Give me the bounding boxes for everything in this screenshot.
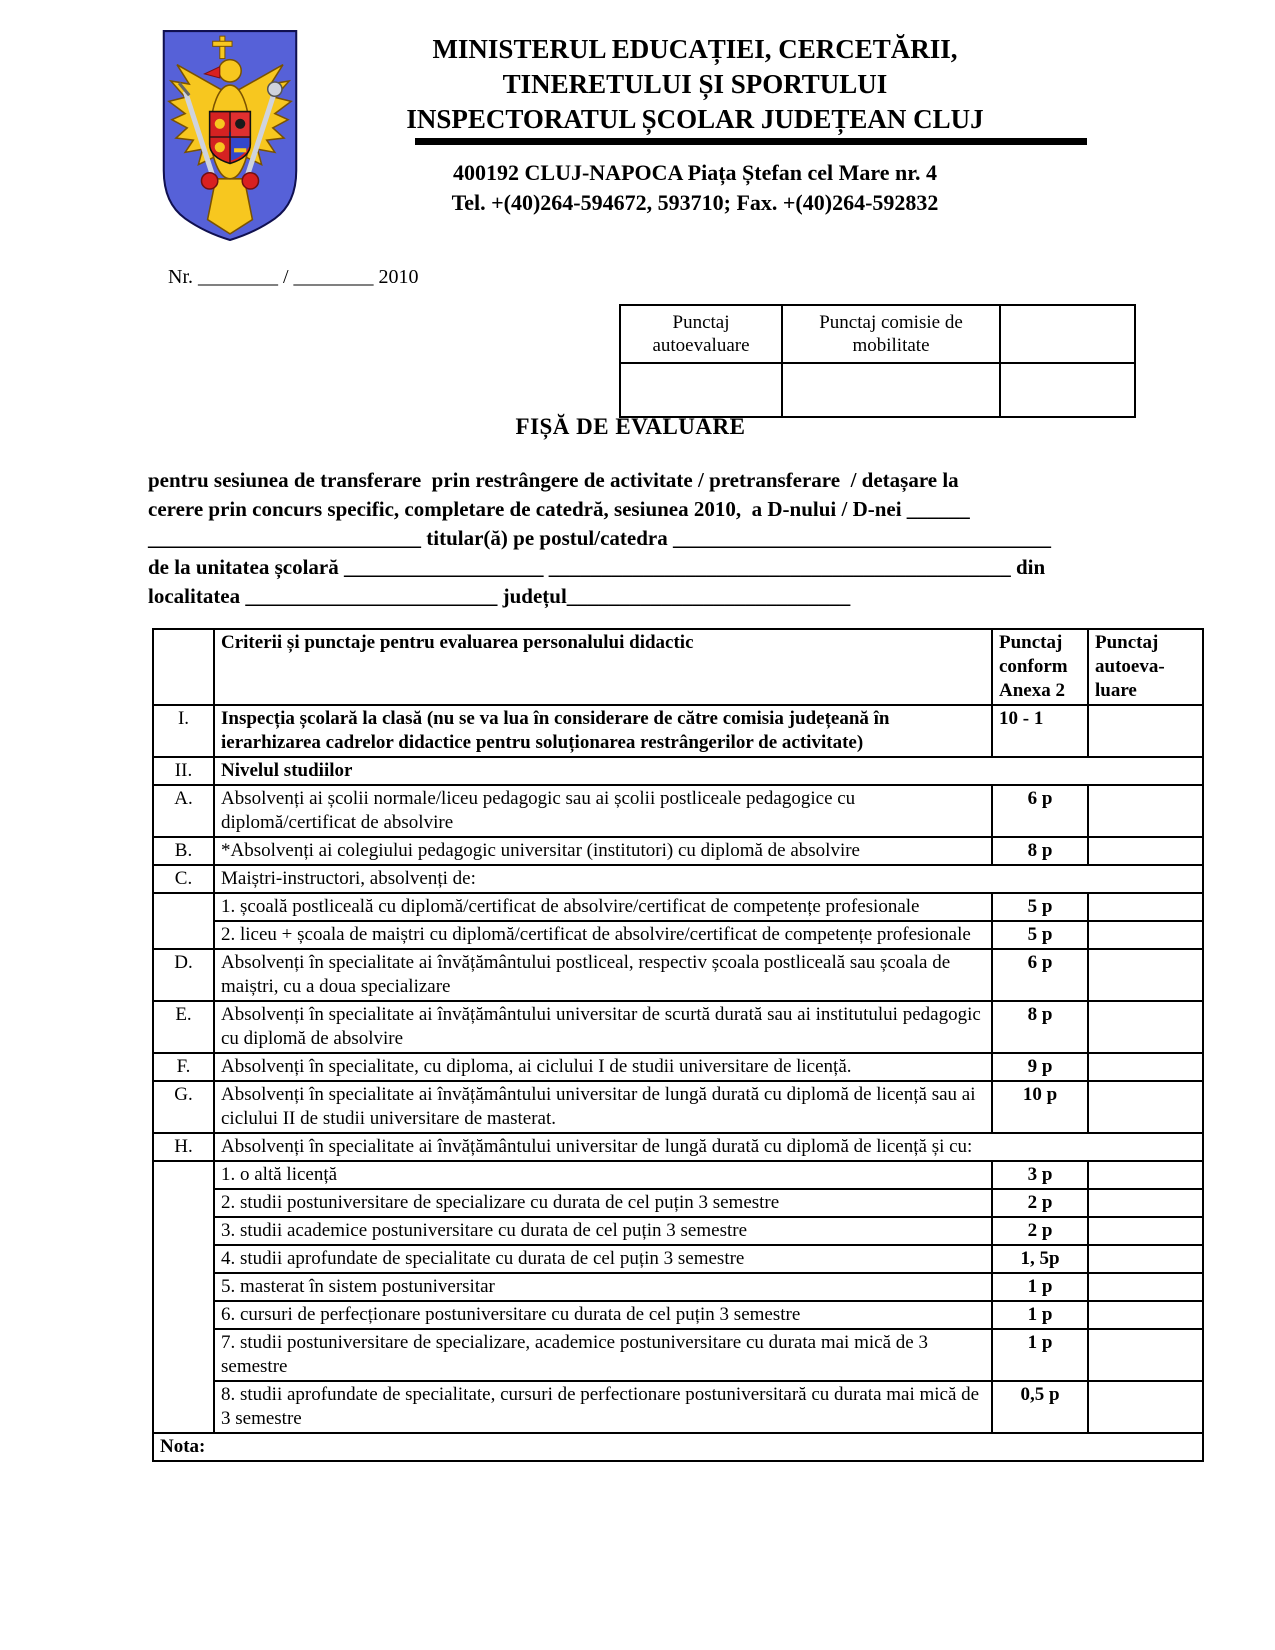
row-letter: A. [153, 785, 214, 837]
row-letter: G. [153, 1081, 214, 1133]
ministry-header [330, 32, 1060, 137]
row-criteria: Absolvenți în specialitate ai învățământului postliceal, respectiv școala postliceală sau școala de maiștri, cu a doua specializare [214, 949, 992, 1001]
row-points-self [1088, 1381, 1203, 1433]
intro-line: cerere prin concurs specific, completare de catedră, sesiunea 2010, a D-nului / D-nei ______ [148, 497, 970, 521]
row-criteria: Absolvenți ai școlii normale/liceu pedagogic sau ai școlii postliceale pedagogice cu diplomă/certificat de absolvire [214, 785, 992, 837]
row-points-self [1088, 837, 1203, 865]
score-table-header-row [620, 305, 1135, 363]
row-points-annex: 10 p [992, 1081, 1088, 1133]
row-criteria: *Absolvenți ai colegiului pedagogic universitar (institutori) cu diplomă de absolvire [214, 837, 992, 865]
row-letter: E. [153, 1001, 214, 1053]
row-points-self [1088, 1329, 1203, 1381]
address-line: 400192 CLUJ-NAPOCA Piața Ștefan cel Mare nr. 4 [453, 160, 937, 185]
row-points-self [1088, 785, 1203, 837]
row-criteria: Inspecția școlară la clasă (nu se va lua în considerare de către comisia județeană în ierarhizarea cadrelor didactice pentru soluționarea restrângerilor de activitate) [214, 705, 992, 757]
row-criteria: 2. liceu + școala de maiștri cu diplomă/certificat de absolvire/certificat de competențe profesionale [214, 921, 992, 949]
row-points-self [1088, 1189, 1203, 1217]
row-points-self [1088, 1217, 1203, 1245]
row-criteria: Nivelul studiilor [214, 757, 1203, 785]
table-row [153, 1217, 1203, 1245]
page-title: FIȘĂ DE EVALUARE [515, 414, 746, 439]
table-row [153, 1245, 1203, 1273]
header-letter-cell [153, 629, 214, 705]
intro-line: de la unitatea școlară ___________________ ____________________________________________ din [148, 555, 1046, 579]
row-letter: II. [153, 757, 214, 785]
row-points-annex: 5 p [992, 893, 1088, 921]
row-points-annex: 8 p [992, 837, 1088, 865]
header-divider-rule [415, 138, 1087, 145]
row-criteria: Absolvenți în specialitate ai învățământului universitar de scurtă durată sau ai institutului pedagogic cu diplomă de absolvire [214, 1001, 992, 1053]
table-row [153, 1053, 1203, 1081]
table-row [153, 893, 1203, 921]
score-extra-value [1000, 363, 1135, 417]
row-criteria: 6. cursuri de perfecționare postuniversitare cu durata de cel puțin 3 semestre [214, 1301, 992, 1329]
table-row [153, 1081, 1203, 1133]
row-points-annex: 6 p [992, 785, 1088, 837]
intro-line: pentru sesiunea de transferare prin restrângere de activitate / pretransferare / detașare la [148, 468, 959, 492]
intro-line: localitatea ________________________ județul___________________________ [148, 584, 851, 608]
row-points-annex: 3 p [992, 1161, 1088, 1189]
row-criteria: 8. studii aprofundate de specialitate, cursuri de perfectionare postuniversitară cu durata mai mică de 3 semestre [214, 1381, 992, 1433]
table-row [153, 921, 1203, 949]
inspectorate-name: INSPECTORATUL ȘCOLAR JUDEȚEAN CLUJ [406, 104, 984, 134]
table-row [153, 837, 1203, 865]
row-points-annex: 1 p [992, 1273, 1088, 1301]
row-letter: I. [153, 705, 214, 757]
row-criteria: Absolvenți în specialitate ai învățământului universitar de lungă durată cu diplomă de licență și cu: [214, 1133, 1203, 1161]
ministry-name-line1: MINISTERUL EDUCAȚIEI, CERCETĂRII, [432, 34, 958, 64]
romania-coat-of-arms-icon [158, 28, 302, 242]
row-letter: D. [153, 949, 214, 1001]
row-letter: H. [153, 1133, 214, 1161]
header-points-self-cell: Punctaj autoeva-luare [1088, 629, 1203, 705]
row-criteria: Absolvenți în specialitate, cu diploma, ai ciclului I de studii universitare de licență. [214, 1053, 992, 1081]
row-points-annex: 1, 5p [992, 1245, 1088, 1273]
evaluation-table-header-row [153, 629, 1203, 705]
table-row [153, 949, 1203, 1001]
row-points-self [1088, 1081, 1203, 1133]
table-row [153, 1161, 1203, 1189]
row-points-annex: 8 p [992, 1001, 1088, 1053]
row-points-annex: 1 p [992, 1301, 1088, 1329]
row-points-self [1088, 1245, 1203, 1273]
row-criteria: 4. studii aprofundate de specialitate cu durata de cel puțin 3 semestre [214, 1245, 992, 1273]
row-points-self [1088, 1001, 1203, 1053]
row-points-annex: 6 p [992, 949, 1088, 1001]
header-points-annex-cell: Punctaj conform Anexa 2 [992, 629, 1088, 705]
row-criteria: 2. studii postuniversitare de specializare cu durata de cel puțin 3 semestre [214, 1189, 992, 1217]
row-criteria: 7. studii postuniversitare de specializare, academice postuniversitare cu durata mai mică de 3 semestre [214, 1329, 992, 1381]
table-row [153, 785, 1203, 837]
intro-paragraph [148, 466, 1138, 611]
row-criteria: 3. studii academice postuniversitare cu durata de cel puțin 3 semestre [214, 1217, 992, 1245]
table-row [153, 1381, 1203, 1433]
row-points-annex: 5 p [992, 921, 1088, 949]
row-criteria: 5. masterat în sistem postuniversitar [214, 1273, 992, 1301]
row-points-self [1088, 893, 1203, 921]
note-row-cell: Nota: [153, 1433, 1203, 1461]
header-criteria-cell: Criterii și punctaje pentru evaluarea personalului didactic [214, 629, 992, 705]
table-row [153, 1273, 1203, 1301]
row-points-annex: 0,5 p [992, 1381, 1088, 1433]
row-points-annex: 1 p [992, 1329, 1088, 1381]
row-points-annex: 2 p [992, 1217, 1088, 1245]
score-col-committee-header: Punctaj comisie de mobilitate [782, 305, 1000, 363]
row-points-self [1088, 1301, 1203, 1329]
table-row [153, 1329, 1203, 1381]
row-points-annex: 2 p [992, 1189, 1088, 1217]
table-row [153, 1189, 1203, 1217]
row-points-self [1088, 1161, 1203, 1189]
score-col-self-header: Punctaj autoevaluare [620, 305, 782, 363]
ministry-name-line2: TINERETULUI ȘI SPORTULUI [502, 69, 888, 99]
table-row [153, 1433, 1203, 1461]
table-row [153, 1133, 1203, 1161]
score-summary-table [619, 304, 1136, 418]
registration-number-line: Nr. ________ / ________ 2010 [168, 266, 419, 288]
table-row [153, 1301, 1203, 1329]
row-points-self [1088, 1273, 1203, 1301]
row-criteria: 1. școală postliceală cu diplomă/certificat de absolvire/certificat de competențe profesionale [214, 893, 992, 921]
row-criteria: Maiștri-instructori, absolvenți de: [214, 865, 1203, 893]
row-points-self [1088, 949, 1203, 1001]
intro-line: __________________________ titular(ă) pe postul/catedra ____________________________________ [148, 526, 1051, 550]
score-self-value [620, 363, 782, 417]
score-table-value-row [620, 363, 1135, 417]
evaluation-table [152, 628, 1204, 1462]
phone-fax-line: Tel. +(40)264-594672, 593710; Fax. +(40)264-592832 [451, 190, 939, 215]
row-letter [153, 893, 214, 949]
table-row [153, 865, 1203, 893]
row-criteria: 1. o altă licență [214, 1161, 992, 1189]
contact-block [350, 158, 1040, 218]
row-points-self [1088, 921, 1203, 949]
score-committee-value [782, 363, 1000, 417]
row-criteria: Absolvenți în specialitate ai învățământului universitar de lungă durată cu diplomă de licență sau ai ciclului II de studii universitare de masterat. [214, 1081, 992, 1133]
table-row [153, 757, 1203, 785]
table-row [153, 705, 1203, 757]
row-letter: C. [153, 865, 214, 893]
row-points-self [1088, 705, 1203, 757]
table-row [153, 1001, 1203, 1053]
row-letter: B. [153, 837, 214, 865]
row-letter: F. [153, 1053, 214, 1081]
row-points-annex: 10 - 1 [992, 705, 1088, 757]
row-points-annex: 9 p [992, 1053, 1088, 1081]
row-points-self [1088, 1053, 1203, 1081]
score-col-extra-header [1000, 305, 1135, 363]
row-letter [153, 1161, 214, 1433]
